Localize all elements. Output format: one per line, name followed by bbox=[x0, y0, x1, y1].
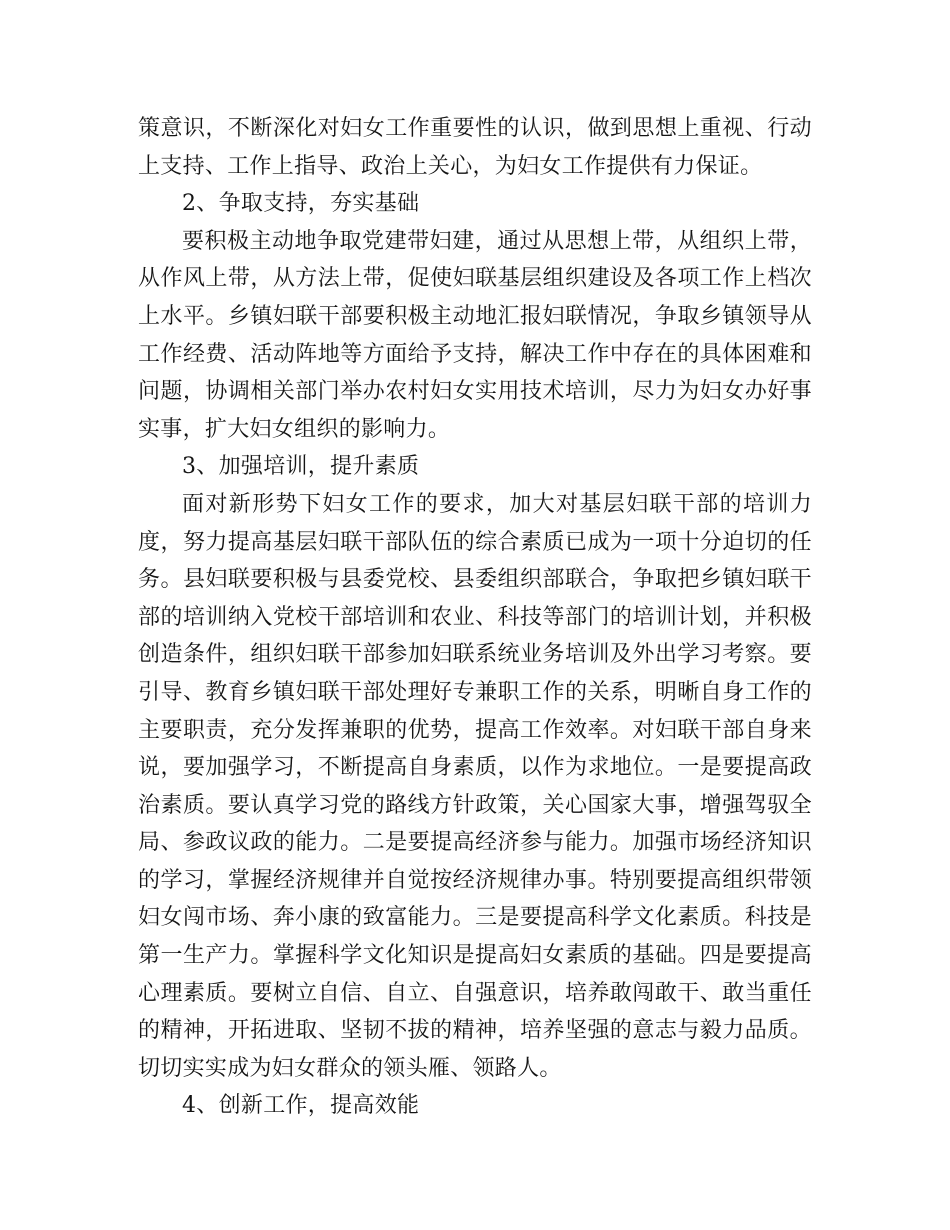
section-heading-3: 3、加强培训，提升素质 bbox=[182, 454, 420, 480]
section-heading-2: 2、争取支持，夯实基础 bbox=[182, 191, 420, 217]
paragraph-continuation: 策意识，不断深化对妇女工作重要性的认识，做到思想上重视、行动上支持、工作上指导、政治上关心，为妇女工作提供有力保证。 bbox=[138, 116, 812, 179]
paragraph-training: 面对新形势下妇女工作的要求，加大对基层妇联干部的培训力度，努力提高基层妇联干部队伍的综合素质已成为一项十分迫切的任务。县妇联要积极与县委党校、县委组织部联合，争取把乡镇妇联干部的培训纳入党校干部培训和农业、科技等部门的培训计划，并积极创造条件，组织妇联干部参加妇联系统业务培训及外出学习考察。要引导、教育乡镇妇联干部处理好专兼职工作的关系，明晰自身工作的主要职责，充分发挥兼职的优势，提高工作效率。对妇联干部自身来说，要加强学习，不断提高自身素质，以作为求地位。一是要提高政治素质。要认真学习党的路线方针政策，关心国家大事，增强驾驭全局、参政议政的能力。二是要提高经济参与能力。加强市场经济知识的学习，掌握经济规律并自觉按经济规律办事。特别要提高组织带领妇女闯市场、奔小康的致富能力。三是要提高科学文化素质。科技是第一生产力。掌握科学文化知识是提高妇女素质的基础。四是要提高心理素质。要树立自信、自立、自强意识，培养敢闯敢干、敢当重任的精神，开拓进取、坚韧不拔的精神，培养坚强的意志与毅力品质。切切实实成为妇女群众的领头雁、领路人。 bbox=[138, 491, 812, 1081]
section-heading-4: 4、创新工作，提高效能 bbox=[182, 1093, 420, 1119]
paragraph-support: 要积极主动地争取党建带妇建，通过从思想上带，从组织上带，从作风上带，从方法上带，促使妇联基层组织建设及各项工作上档次上水平。乡镇妇联干部要积极主动地汇报妇联情况，争取乡镇领导从工作经费、活动阵地等方面给予支持，解决工作中存在的具体困难和问题，协调相关部门举办农村妇女实用技术培训，尽力为妇女办好事实事，扩大妇女组织的影响力。 bbox=[138, 228, 812, 442]
document-body bbox=[138, 110, 812, 1125]
